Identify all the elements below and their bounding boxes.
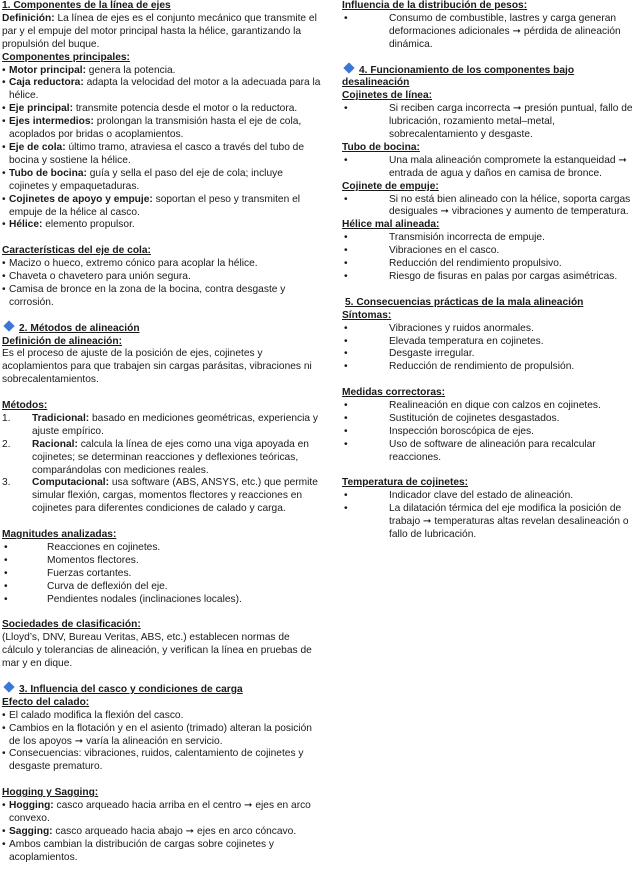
list-item bbox=[2, 65, 322, 78]
term: Eje principal: bbox=[9, 103, 73, 115]
list-item: • Camisa de bronce en la zona de la bocina, contra desgaste y corrosión. bbox=[2, 284, 322, 310]
list-item bbox=[2, 77, 322, 103]
list-item bbox=[2, 168, 322, 194]
section-4-title-text-2: desalineación bbox=[342, 77, 410, 89]
section-2-title bbox=[2, 323, 322, 336]
list-item: • Reducción de rendimiento de propulsión. bbox=[342, 361, 642, 374]
term: Tubo de bocina: bbox=[9, 167, 87, 179]
list-item: • Desgaste irregular. bbox=[342, 348, 642, 361]
list-item bbox=[2, 839, 322, 865]
list-item bbox=[2, 439, 322, 478]
term-text: calcula la línea de ejes como una viga apoyada en cojinetes; se determinan reacciones y deflexiones teóricas, comparándolas con mediciones reales. bbox=[32, 438, 309, 476]
term: Caja reductora: bbox=[9, 77, 84, 89]
term-text: usa software (ABS, ANSYS, etc.) que permite simular flexión, cargas, momentos flectores y reacciones en cojinetes para diferentes condiciones de calado y carga. bbox=[32, 477, 318, 515]
term-text: casco arqueado hacia arriba en el centro ➞ ejes en arco convexo. bbox=[9, 800, 311, 824]
list-item: • Si no está bien alineado con la hélice, soporta cargas desiguales ➞ vibraciones y aumento de temperatura. bbox=[342, 194, 642, 220]
term: Hélice: bbox=[9, 219, 43, 231]
s2-methods-list bbox=[2, 413, 322, 516]
term: Tradicional: bbox=[32, 412, 90, 424]
term: Computacional: bbox=[32, 477, 109, 489]
s1-characteristics-list bbox=[2, 258, 322, 310]
s1-characteristics-heading: Características del eje de cola: bbox=[2, 245, 151, 257]
list-item: • Sustitución de cojinetes desgastados. bbox=[342, 413, 642, 426]
list-item bbox=[2, 219, 322, 232]
list-item: • Vibraciones en el casco. bbox=[342, 245, 642, 258]
s1-components-heading: Componentes principales: bbox=[2, 51, 130, 63]
term: Ejes intermedios: bbox=[9, 116, 94, 128]
s2-societies-heading: Sociedades de clasificación: bbox=[2, 619, 141, 631]
item-number: 1. bbox=[2, 412, 11, 424]
term: Sagging: bbox=[9, 825, 53, 837]
term: Motor principal: bbox=[9, 64, 86, 76]
s5-measures-heading: Medidas correctoras: bbox=[342, 387, 446, 399]
list-item: • Consumo de combustible, lastres y carga generan deformaciones adicionales ➞ pérdida de alineación dinámica. bbox=[342, 13, 642, 52]
list-item: • Consecuencias: vibraciones, ruidos, calentamiento de cojinetes y desgaste prematuro. bbox=[2, 748, 322, 774]
s3-calado-list bbox=[2, 710, 322, 775]
distribution-heading: Influencia de la distribución de pesos: bbox=[342, 0, 528, 11]
term-text: último tramo, atraviesa el casco a través del tubo de bocina y sostiene la hélice. bbox=[9, 141, 305, 166]
s2-methods-heading: Métodos: bbox=[2, 400, 48, 412]
list-item: • Curva de deflexión del eje. bbox=[2, 581, 322, 594]
section-2-title-text: 2. Métodos de alineación bbox=[19, 322, 140, 334]
list-item: • Reacciones en cojinetes. bbox=[2, 542, 322, 555]
list-item: • El calado modifica la flexión del casco. bbox=[2, 710, 322, 723]
section-3-title-text: 3. Influencia del casco y condiciones de carga bbox=[19, 683, 243, 695]
term-text: prolongan la transmisión hasta el eje de cola, acoplados por bridas o acoplamientos. bbox=[9, 116, 302, 141]
term: Hogging: bbox=[9, 800, 54, 812]
term-text: genera la potencia. bbox=[85, 64, 176, 76]
list-item bbox=[2, 194, 322, 220]
section-1-title: 1. Componentes de la línea de ejes bbox=[2, 0, 171, 11]
term-text: transmite potencia desde el motor o la reductora. bbox=[72, 103, 298, 115]
s5-temperature-heading: Temperatura de cojinetes: bbox=[342, 477, 469, 489]
list-item: • Fuerzas cortantes. bbox=[2, 568, 322, 581]
s3-calado-heading: Efecto del calado: bbox=[2, 696, 90, 708]
blue-diamond-icon bbox=[3, 320, 14, 331]
list-item bbox=[2, 103, 322, 116]
s1-components-list bbox=[2, 65, 322, 233]
list-item bbox=[2, 116, 322, 142]
list-item bbox=[2, 477, 322, 516]
section-4-title-text: 4. Funcionamiento de los componentes bajo bbox=[359, 64, 575, 76]
s2-societies-text: (Lloyd’s, DNV, Bureau Veritas, ABS, etc.) establecen normas de cálculo y tolerancias de alineación, y verifican la línea en pruebas de mar y en dique. bbox=[2, 632, 312, 670]
s4-group-heading: Cojinete de empuje: bbox=[342, 180, 439, 192]
item-number: 2. bbox=[2, 438, 11, 450]
list-item: • Reducción del rendimiento propulsivo. bbox=[342, 258, 642, 271]
term-text: basado en mediciones geométricas, experiencia y ajuste empírico. bbox=[32, 412, 318, 437]
s2-definition-text: Es el proceso de ajuste de la posición de ejes, cojinetes y acoplamientos para que trabajen sin cargas parásitas, vibraciones ni sobrecalentamientos. bbox=[2, 348, 312, 386]
list-item: • Momentos flectores. bbox=[2, 555, 322, 568]
s4-group-heading: Tubo de bocina: bbox=[342, 141, 420, 153]
s1-definition bbox=[2, 13, 322, 52]
term-text: elemento propulsor. bbox=[42, 219, 135, 231]
s3-hogging-heading: Hogging y Sagging: bbox=[2, 787, 99, 799]
term-text: guía y sella el paso del eje de cola; incluye cojinetes y empaquetaduras. bbox=[9, 167, 283, 192]
section-4-title bbox=[342, 65, 642, 78]
list-item: • Vibraciones y ruidos anormales. bbox=[342, 323, 642, 336]
term: Cojinetes de apoyo y empuje: bbox=[9, 193, 153, 205]
blue-diamond-icon bbox=[343, 62, 354, 73]
s1-definition-label: Definición: bbox=[2, 12, 55, 24]
term: Eje de cola: bbox=[9, 141, 66, 153]
right-column bbox=[342, 0, 642, 542]
term-text: adapta la velocidad del motor a la adecuada para la hélice. bbox=[9, 77, 321, 102]
list-item: • Macizo o hueco, extremo cónico para acoplar la hélice. bbox=[2, 258, 322, 271]
list-item: • Pendientes nodales (inclinaciones locales). bbox=[2, 594, 322, 607]
s3-hogging-list bbox=[2, 800, 322, 865]
blue-diamond-icon bbox=[3, 681, 14, 692]
s1-definition-text: La línea de ejes es el conjunto mecánico que transmite el par y el empuje del motor principal hasta la hélice, garantizando la propulsión del buque. bbox=[2, 12, 317, 50]
list-item: • Inspección boroscópica de ejes. bbox=[342, 426, 642, 439]
list-item: • Chaveta o chavetero para unión segura. bbox=[2, 271, 322, 284]
list-item: • La dilatación térmica del eje modifica la posición de trabajo ➞ temperaturas altas revelan desalineación o fallo de lubricación. bbox=[342, 503, 642, 542]
item-number: 3. bbox=[2, 477, 11, 489]
section-3-title bbox=[2, 684, 322, 697]
list-item: • Si reciben carga incorrecta ➞ presión puntual, fallo de lubricación, rozamiento metal–metal, sobrecalentamiento y desgaste. bbox=[342, 103, 642, 142]
list-item: • Elevada temperatura en cojinetes. bbox=[342, 336, 642, 349]
term: Racional: bbox=[32, 438, 78, 450]
list-item bbox=[2, 826, 322, 839]
s5-symptoms-heading: Síntomas: bbox=[342, 309, 392, 321]
left-column bbox=[2, 0, 322, 865]
list-item: • Riesgo de fisuras en palas por cargas asimétricas. bbox=[342, 271, 642, 284]
section-4-title-line2 bbox=[342, 77, 642, 90]
list-item: • Transmisión incorrecta de empuje. bbox=[342, 232, 642, 245]
list-item bbox=[2, 800, 322, 826]
list-item: • Uso de software de alineación para recalcular reacciones. bbox=[342, 439, 642, 465]
term-text: Ambos cambian la distribución de cargas sobre cojinetes y acoplamientos. bbox=[9, 838, 275, 863]
list-item: • Cambios en la flotación y en el asiento (trimado) alteran la posición de los apoyos ➞ varía la alineación en servicio. bbox=[2, 723, 322, 749]
s2-magnitudes-list bbox=[2, 542, 322, 607]
list-item bbox=[2, 413, 322, 439]
s2-definition-heading: Definición de alineación: bbox=[2, 335, 123, 347]
list-item: • Indicador clave del estado de alineación. bbox=[342, 490, 642, 503]
s4-group-heading: Hélice mal alineada: bbox=[342, 219, 440, 231]
list-item: • Realineación en dique con calzos en cojinetes. bbox=[342, 400, 642, 413]
list-item bbox=[2, 142, 322, 168]
section-5-title bbox=[342, 297, 642, 310]
section-5-title-text: 5. Consecuencias prácticas de la mala alineación bbox=[345, 296, 584, 308]
term-text: soportan el peso y transmiten el empuje de la hélice al casco. bbox=[9, 193, 301, 218]
s4-group-heading: Cojinetes de línea: bbox=[342, 90, 433, 102]
s2-magnitudes-heading: Magnitudes analizadas: bbox=[2, 529, 117, 541]
list-item: • Una mala alineación compromete la estanqueidad ➞ entrada de agua y daños en camisa de bronce. bbox=[342, 155, 642, 181]
term-text: casco arqueado hacia abajo ➞ ejes en arco cóncavo. bbox=[52, 825, 297, 837]
